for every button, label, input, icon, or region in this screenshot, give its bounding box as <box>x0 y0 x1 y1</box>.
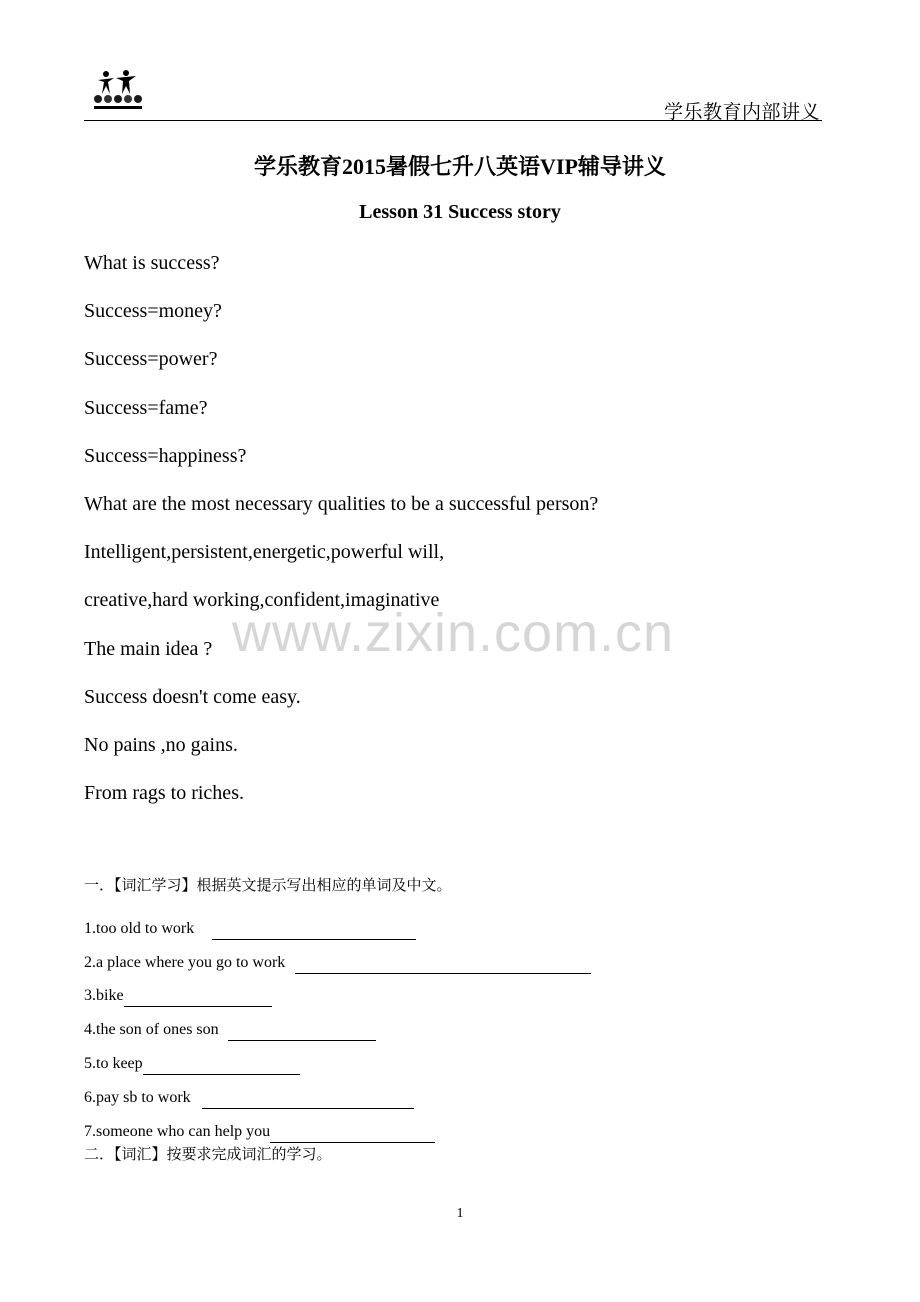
exercise-prompt: 3.bike <box>84 987 124 1005</box>
page-number: 1 <box>456 1206 464 1221</box>
exercise-prompt: 4.the son of ones son <box>84 1021 219 1039</box>
exercise-prompt: 1.too old to work <box>84 919 195 937</box>
answer-blank[interactable] <box>124 990 272 1007</box>
discussion-line: What are the most necessary qualities to be a successful person? <box>84 492 599 515</box>
exercise-prompt: 2.a place where you go to work <box>84 953 286 971</box>
answer-blank[interactable] <box>143 1058 300 1075</box>
discussion-line: The main idea ? <box>84 637 213 660</box>
answer-blank[interactable] <box>228 1024 376 1041</box>
document-label: 学乐教育内部讲义 <box>663 101 820 123</box>
answer-blank[interactable] <box>295 957 591 974</box>
exercise-prompt: 7.someone who can help you <box>84 1122 271 1140</box>
vocab-exercise-list <box>84 906 591 1143</box>
header-divider <box>84 120 822 121</box>
watermark: www.zixin.com.cn <box>232 603 675 663</box>
answer-blank[interactable] <box>270 1126 435 1143</box>
discussion-line: Intelligent,persistent,energetic,powerful will, <box>84 541 445 564</box>
school-logo-icon <box>88 68 148 114</box>
section-2-heading: 二．【词汇】按要求完成词汇的学习。 <box>84 1145 332 1163</box>
exercise-item <box>84 940 591 974</box>
discussion-line: Success=fame? <box>84 396 208 419</box>
discussion-line: No pains ,no gains. <box>84 733 238 756</box>
lesson-title: Lesson 31 Success story <box>359 201 561 223</box>
exercise-item <box>84 974 591 1008</box>
discussion-list <box>84 250 598 828</box>
discussion-line: From rags to riches. <box>84 782 244 805</box>
discussion-line: Success=happiness? <box>84 444 247 467</box>
exercise-item <box>84 1075 591 1109</box>
discussion-line: creative,hard working,confident,imaginative <box>84 589 440 612</box>
exercise-item <box>84 1109 591 1143</box>
discussion-line: What is success? <box>84 252 220 274</box>
exercise-prompt: 6.pay sb to work <box>84 1088 191 1106</box>
discussion-line: Success doesn't come easy. <box>84 685 301 708</box>
exercise-item <box>84 906 591 940</box>
answer-blank[interactable] <box>202 1092 414 1109</box>
exercise-prompt: 5.to keep <box>84 1054 143 1072</box>
answer-blank[interactable] <box>212 923 416 940</box>
exercise-item <box>84 1041 591 1075</box>
section-1-heading: 一．【词汇学习】根据英文提示写出相应的单词及中文。 <box>84 876 452 894</box>
discussion-line: Success=money? <box>84 300 222 323</box>
exercise-item <box>84 1007 591 1041</box>
page-title: 学乐教育2015暑假七升八英语VIP辅导讲义 <box>254 154 666 179</box>
discussion-line: Success=power? <box>84 348 218 371</box>
